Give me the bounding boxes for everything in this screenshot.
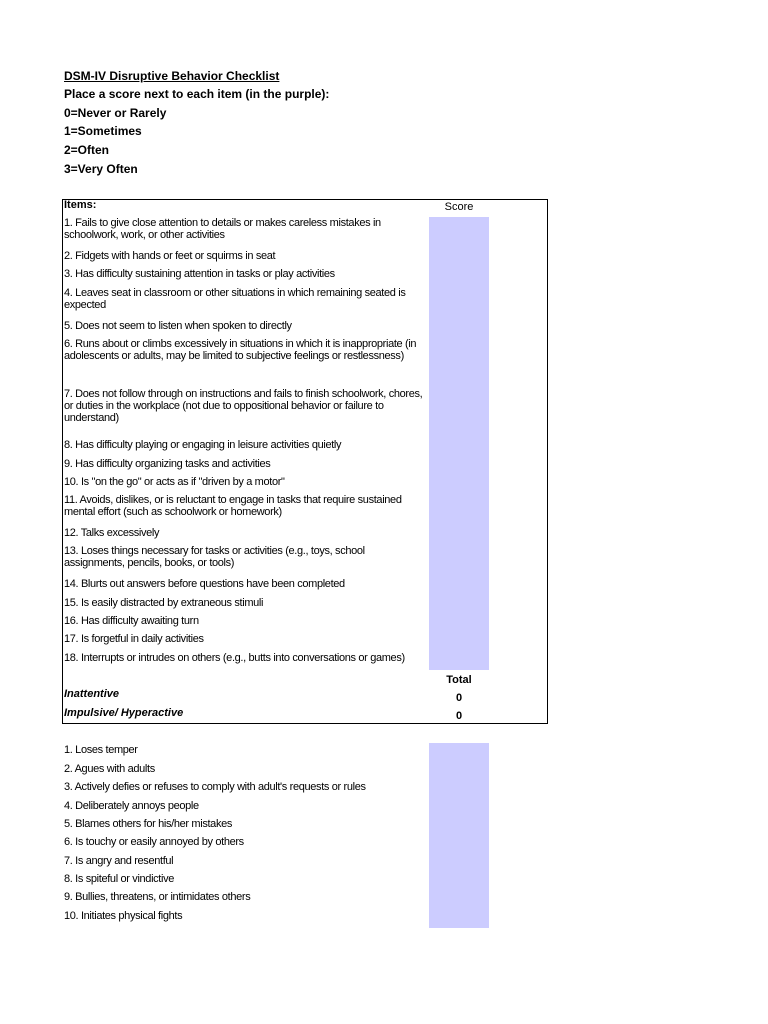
checklist-item: 12. Talks excessively <box>64 527 160 539</box>
odd-item: 7. Is angry and resentful <box>64 855 174 867</box>
checklist-item: 8. Has difficulty playing or engaging in leisure activities quietly <box>64 439 342 451</box>
hyperactive-total: 0 <box>455 710 463 722</box>
odd-item: 3. Actively defies or refuses to comply with adult's requests or rules <box>64 781 366 793</box>
odd-item: 1. Loses temper <box>64 744 138 756</box>
scale-0: 0=Never or Rarely <box>64 106 167 120</box>
inattentive-total: 0 <box>455 692 463 704</box>
checklist-item: 4. Leaves seat in classroom or other situations in which remaining seated is expected <box>64 287 406 311</box>
inattentive-label: Inattentive <box>64 688 120 700</box>
checklist-item: 2. Fidgets with hands or feet or squirms in seat <box>64 250 276 262</box>
score-column-input[interactable] <box>429 217 489 670</box>
page-title: DSM-IV Disruptive Behavior Checklist <box>64 69 280 83</box>
checklist-item: 3. Has difficulty sustaining attention in tasks or play activities <box>64 268 335 280</box>
checklist-item: 16. Has difficulty awaiting turn <box>64 615 199 627</box>
instructions: Place a score next to each item (in the purple): <box>64 87 330 101</box>
checklist-item: 5. Does not seem to listen when spoken to directly <box>64 320 292 332</box>
scale-1: 1=Sometimes <box>64 124 142 138</box>
hyperactive-label: Impulsive/ Hyperactive <box>64 707 184 719</box>
checklist-item: 18. Interrupts or intrudes on others (e.g., butts into conversations or games) <box>64 652 405 664</box>
odd-score-column-input[interactable] <box>429 743 489 928</box>
checklist-item: 6. Runs about or climbs excessively in situations in which it is inappropriate (in adolescents or adults, may be limited to subjective feelings or restlessness) <box>64 338 417 362</box>
items-header: Items: <box>64 199 97 211</box>
odd-item: 9. Bullies, threatens, or intimidates others <box>64 891 251 903</box>
odd-item: 10. Initiates physical fights <box>64 910 183 922</box>
odd-item: 6. Is touchy or easily annoyed by others <box>64 836 244 848</box>
scale-2: 2=Often <box>64 143 110 157</box>
checklist-item: 10. Is "on the go" or acts as if "driven by a motor" <box>64 476 285 488</box>
scale-3: 3=Very Often <box>64 162 138 176</box>
checklist-item: 9. Has difficulty organizing tasks and activities <box>64 458 271 470</box>
odd-item: 5. Blames others for his/her mistakes <box>64 818 233 830</box>
checklist-item: 15. Is easily distracted by extraneous stimuli <box>64 597 264 609</box>
checklist-item: 17. Is forgetful in daily activities <box>64 633 204 645</box>
checklist-item: 13. Loses things necessary for tasks or activities (e.g., toys, school assignments, pencils, books, or tools) <box>64 545 365 569</box>
score-header: Score <box>444 201 474 213</box>
checklist-item: 11. Avoids, dislikes, or is reluctant to engage in tasks that require sustained mental effort (such as schoolwork or homework) <box>64 494 402 518</box>
total-header: Total <box>446 674 472 686</box>
odd-item: 4. Deliberately annoys people <box>64 800 199 812</box>
odd-item: 2. Agues with adults <box>64 763 155 775</box>
checklist-item: 7. Does not follow through on instructions and fails to finish schoolwork, chores, or duties in the workplace (not due to oppositional behavior or failure to understand) <box>64 388 423 424</box>
odd-item: 8. Is spiteful or vindictive <box>64 873 175 885</box>
checklist-item: 14. Blurts out answers before questions have been completed <box>64 578 345 590</box>
checklist-item: 1. Fails to give close attention to details or makes careless mistakes in schoolwork, work, or other activities <box>64 217 381 241</box>
